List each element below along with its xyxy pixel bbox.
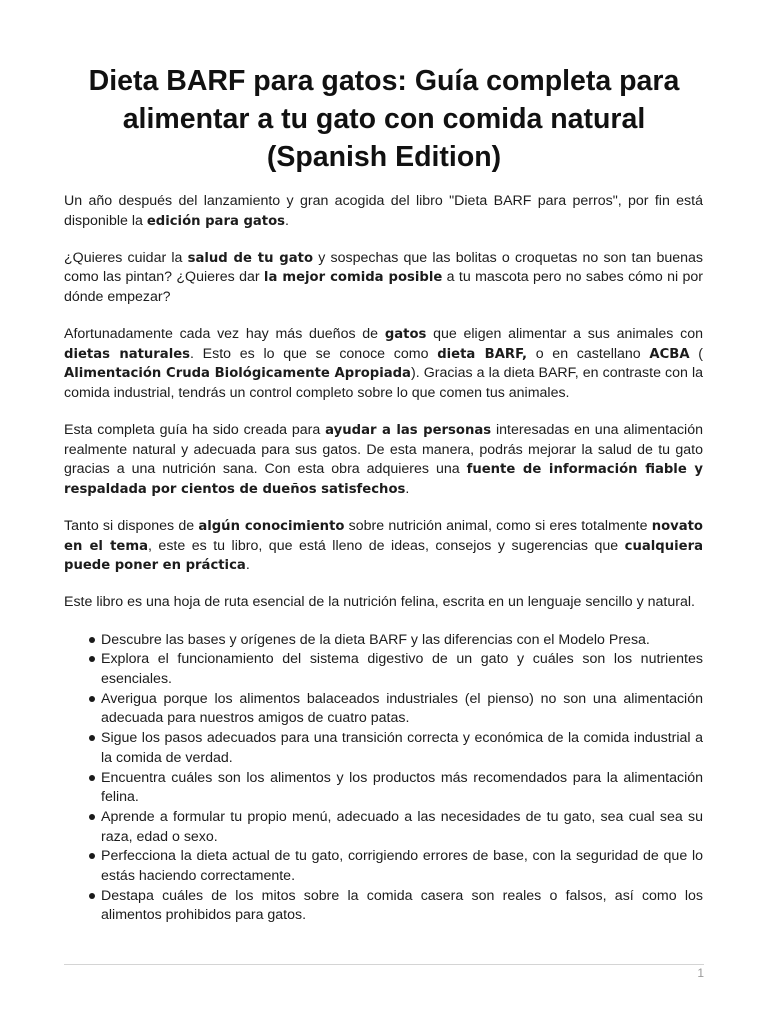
footer-divider [64, 964, 704, 965]
bullet-list [64, 631, 703, 926]
text-segment: Tanto si dispones de [64, 518, 199, 535]
bullet-icon [89, 814, 95, 820]
text-segment: y sospechas que las bolitas o croquetas no son tan buenas como las pintan? ¿Quieres dar [64, 249, 703, 286]
text-segment: ¿Quieres cuidar la [64, 249, 188, 266]
list-item-text: Destapa cuáles de los mitos sobre la comida casera son reales o falsos, así como los alimentos prohibidos para gatos. [101, 887, 703, 924]
list-item [64, 887, 703, 926]
text-segment: Afortunadamente cada vez hay más dueños de [64, 326, 385, 343]
list-item-text: Encuentra cuáles son los alimentos y los productos más recomendados para la alimentación felina. [101, 769, 703, 806]
text-segment: , este es tu libro, que está lleno de ideas, consejos y sugerencias que [147, 537, 625, 554]
bold-text: fuente de información fiable y respaldada por cientos de dueños satisfechos [64, 462, 703, 497]
bullet-icon [89, 775, 95, 781]
paragraph [64, 593, 703, 613]
list-item-text: Explora el funcionamiento del sistema digestivo de un gato y cuáles son los nutrientes esenciales. [101, 651, 703, 688]
bold-text: edición para gatos [146, 213, 285, 229]
bold-text: novato en el tema [64, 519, 703, 554]
bullet-icon [89, 853, 95, 859]
list-item [64, 690, 703, 729]
paragraph [64, 192, 703, 231]
bullet-icon [89, 656, 95, 662]
list-item [64, 808, 703, 847]
bold-text: la mejor comida posible [263, 270, 443, 286]
list-item [64, 729, 703, 768]
text-segment: interesadas en una alimentación realmente natural y adecuada para sus gatos. De esta manera, podrás mejorar la salud de tu gato gracias a una nutrición sana. Con esta obra adquieres una [64, 422, 703, 478]
text-segment: . [245, 557, 250, 574]
bold-text: dieta BARF, [437, 346, 527, 362]
text-segment: . [285, 212, 289, 229]
bullet-icon [89, 735, 95, 741]
list-item [64, 631, 703, 651]
list-item-text: Descubre las bases y orígenes de la dieta BARF y las diferencias con el Modelo Presa. [101, 631, 650, 648]
bullet-icon [89, 696, 95, 702]
bullet-icon [89, 637, 95, 643]
bold-text: salud de tu gato [187, 250, 314, 266]
list-item-text: Sigue los pasos adecuados para una transición correcta y económica de la comida industrial a la comida de verdad. [101, 730, 703, 766]
paragraph [64, 421, 703, 499]
text-segment: ). Gracias a la dieta BARF, en contraste con la comida industrial, tendrás un control completo sobre lo que comen tus animales. [64, 365, 703, 401]
text-segment: que eligen alimentar a sus animales con [426, 326, 703, 343]
paragraph [64, 517, 703, 576]
text-segment: . [405, 480, 410, 497]
text-segment: Este libro es una hoja de ruta esencial de la nutrición felina, escrita en un lenguaje sencillo y natural. [64, 594, 695, 611]
text-segment: Un año después del lanzamiento y gran acogida del libro "Dieta BARF para perros", por fin está disponible la [64, 193, 703, 229]
list-item [64, 847, 703, 886]
paragraph [64, 325, 703, 403]
list-item-text: Aprende a formular tu propio menú, adecuado a las necesidades de tu gato, sea cual sea su raza, edad o sexo. [101, 808, 703, 845]
bold-text: algún conocimiento [198, 519, 345, 535]
text-segment: sobre nutrición animal, como si eres totalmente [344, 518, 652, 535]
bold-text: cualquiera puede poner en práctica [64, 538, 703, 574]
bullet-icon [89, 893, 95, 899]
list-item-text: Averigua porque los alimentos balaceados industriales (el pienso) no son una alimentación adecuada para nuestros amigos de cuatro patas. [101, 690, 703, 727]
list-item-text: Perfecciona la dieta actual de tu gato, corrigiendo errores de base, con la seguridad de que lo estás haciendo correctamente. [101, 848, 703, 884]
text-segment: ( [689, 345, 704, 362]
document-body [64, 192, 703, 926]
bold-text: Alimentación Cruda Biológicamente Apropiada [64, 366, 411, 382]
bold-text: gatos [384, 327, 427, 343]
paragraph-list [64, 192, 703, 613]
page-number: 1 [697, 966, 704, 980]
text-segment: Esta completa guía ha sido creada para [64, 422, 326, 439]
bold-text: ayudar a las personas [325, 423, 492, 439]
list-item [64, 650, 703, 689]
list-item [64, 769, 703, 808]
bold-text: ACBA [649, 346, 690, 362]
text-segment: . Esto es lo que se conoce como [190, 345, 438, 362]
bold-text: dietas naturales [64, 346, 191, 362]
text-segment: o en castellano [526, 345, 650, 362]
paragraph [64, 249, 703, 308]
text-segment: a tu mascota pero no sabes cómo ni por dónde empezar? [64, 269, 703, 305]
page-title: Dieta BARF para gatos: Guía completa para alimentar a tu gato con comida natural (Spanish Edition) [88, 65, 680, 173]
